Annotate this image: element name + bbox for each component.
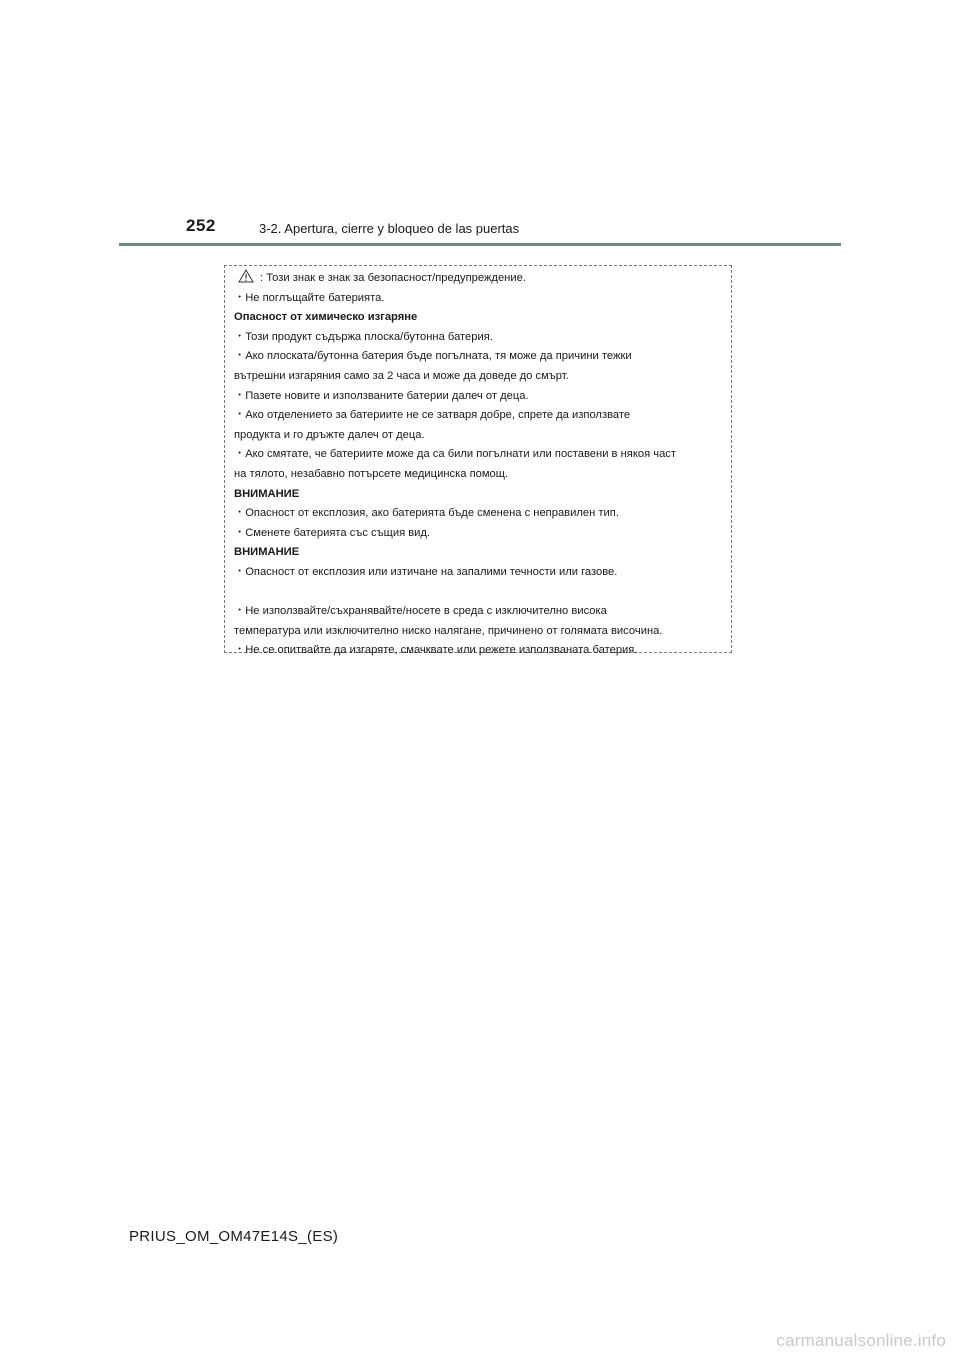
warning-line: вътрешни изгаряния само за 2 часа и може да доведе до смърт. bbox=[234, 369, 569, 382]
warning-intro-text: : Този знак е знак за безопасност/предупреждение. bbox=[260, 272, 526, 284]
warning-triangle-icon bbox=[238, 269, 254, 283]
warning-line: на тялото, незабавно потърсете медицинска помощ. bbox=[234, 467, 509, 480]
warning-heading: ВНИМАНИЕ bbox=[234, 487, 300, 500]
warning-line: ・Пазете новите и използваните батерии далеч от деца. bbox=[234, 389, 529, 402]
warning-line: ・Не се опитвайте да изгаряте, смачквате или режете използваната батерия. bbox=[234, 644, 638, 657]
warning-heading: Опасност от химическо изгаряне bbox=[234, 311, 418, 324]
watermark: carmanualsonline.info bbox=[776, 1331, 946, 1350]
warning-line: ・Опасност от експлозия, ако батерията бъде сменена с неправилен тип. bbox=[234, 507, 619, 520]
warning-intro-line bbox=[234, 269, 731, 289]
section-title: 3-2. Apertura, cierre y bloqueo de las puertas bbox=[259, 221, 520, 236]
warning-heading: ВНИМАНИЕ bbox=[234, 546, 300, 559]
blank-line bbox=[234, 583, 731, 603]
warning-line: ・Не използвайте/съхранявайте/носете в среда с изключително висока bbox=[234, 605, 607, 618]
warning-line: ・Не поглъщайте батерията. bbox=[234, 291, 385, 304]
footer-doc-code: PRIUS_OM_OM47E14S_(ES) bbox=[129, 1228, 339, 1245]
warning-line: ・Опасност от експлозия или изтичане на запалими течности или газове. bbox=[234, 565, 618, 578]
warning-line: ・Ако отделението за батериите не се затваря добре, спрете да използвате bbox=[234, 409, 631, 422]
warning-line: ・Ако смятате, че батериите може да са били погълнати или поставени в някоя част bbox=[234, 448, 677, 461]
warning-line: ・Ако плоската/бутонна батерия бъде погълната, тя може да причини тежки bbox=[234, 350, 632, 363]
warning-box bbox=[224, 265, 732, 657]
warning-line: ・Сменете батерията със същия вид. bbox=[234, 526, 431, 539]
header-divider bbox=[119, 243, 841, 246]
warning-line: продукта и го дръжте далеч от деца. bbox=[234, 428, 425, 441]
page-number: 252 bbox=[186, 216, 216, 235]
warning-line: ・Този продукт съдържа плоска/бутонна батерия. bbox=[234, 330, 493, 343]
warning-line: температура или изключително ниско налягане, причинено от голямата височина. bbox=[234, 624, 663, 637]
